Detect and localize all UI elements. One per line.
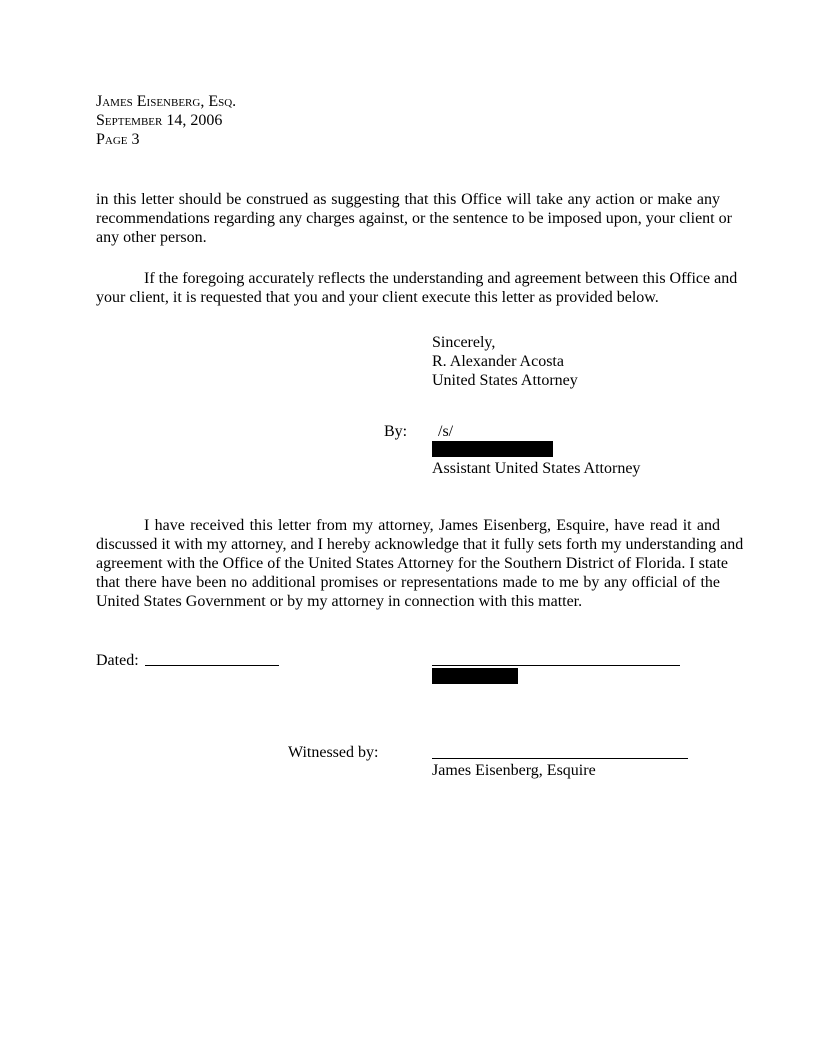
text-line: If the foregoing accurately reflects the understanding and agreement between this Office and xyxy=(144,270,738,287)
signature-mark: /s/ xyxy=(438,423,454,440)
closing-salutation: Sincerely, xyxy=(432,334,496,351)
text-line: your client, it is requested that you and your client execute this letter as provided below. xyxy=(96,289,659,306)
redaction-bar xyxy=(432,668,518,684)
by-label: By: xyxy=(384,423,408,440)
paragraph-3 xyxy=(96,516,744,611)
text-line: that there have been no additional promises or representations made to me by any official of the xyxy=(96,574,720,591)
text-line: discussed it with my attorney, and I hereby acknowledge that it fully sets forth my understanding and xyxy=(96,536,744,553)
text-line: any other person. xyxy=(96,229,207,246)
witness-signature-line xyxy=(432,758,688,759)
closing-title: United States Attorney xyxy=(432,372,578,389)
header-addressee: James Eisenberg, Esq. xyxy=(96,93,237,110)
text-line: I have received this letter from my attorney, James Eisenberg, Esquire, have read it and xyxy=(144,517,720,534)
text-line: United States Government or by my attorney in connection with this matter. xyxy=(96,593,583,610)
client-signature-line xyxy=(432,665,680,666)
date-line xyxy=(145,665,279,666)
header-page-number: Page 3 xyxy=(96,131,140,148)
paragraph-2 xyxy=(96,269,738,307)
signer-title: Assistant United States Attorney xyxy=(432,460,641,477)
paragraph-1 xyxy=(96,190,732,247)
text-line: recommendations regarding any charges against, or the sentence to be imposed upon, your client or xyxy=(96,210,732,227)
closing-name: R. Alexander Acosta xyxy=(432,353,564,370)
header-date: September 14, 2006 xyxy=(96,112,223,129)
witness-name: James Eisenberg, Esquire xyxy=(432,762,596,779)
redaction-bar xyxy=(432,441,553,457)
text-line: in this letter should be construed as suggesting that this Office will take any action or make any xyxy=(96,191,720,208)
witnessed-label: Witnessed by: xyxy=(288,744,379,761)
dated-label: Dated: xyxy=(96,652,139,669)
text-line: agreement with the Office of the United States Attorney for the Southern District of Florida. I state xyxy=(96,555,728,572)
